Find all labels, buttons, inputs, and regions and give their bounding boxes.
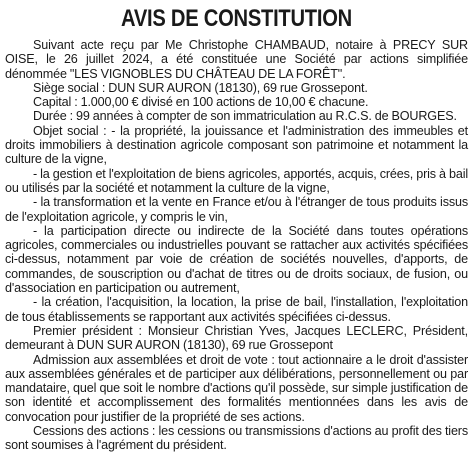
paragraph-first-president: Premier président : Monsieur Christian Yves, Jacques LECLERC, Président, demeurant à DUN SUR AURON (18130), 69 rue Grossepont: [5, 323, 468, 353]
paragraph-capital: Capital : 1.000,00 € divisé en 100 actions de 10,00 € chacune.: [33, 95, 369, 110]
notice-title: AVIS DE CONSTITUTION: [121, 5, 352, 32]
paragraph-share-transfers: Cessions des actions : les cessions ou transmissions d'actions au profit des tiers sont soumises à l'agrément du président.: [5, 424, 468, 453]
paragraph-purpose-participation: - la participation directe ou indirecte de la Société dans toutes opérations agricoles, commerciales ou industrielles pouvant se rattacher aux activités spécifiées ci-dessus, notamment par voie de création de sociétés nouvelles, d'apports, de commandes, de souscription ou d'achat de titres ou de droits sociaux, de fusion, ou d'association en participation ou autrement,: [5, 223, 468, 296]
notice-body: [5, 38, 468, 453]
paragraph-registered-office: Siège social : DUN SUR AURON (18130), 69 rue Grossepont.: [33, 80, 368, 95]
paragraph-admission-voting: Admission aux assemblées et droit de vote : tout actionnaire a le droit d'assister aux assemblées générales et de participer aux délibérations, personnellement ou par mandataire, quel que soit le nombre d'actions qu'il possède, sur simple justification de son identité et accomplissement des formalités mentionnées dans les avis de convocation pour justifier de la propriété de ses actions.: [5, 352, 468, 424]
paragraph-purpose-creation: - la création, l'acquisition, la location, la prise de bail, l'installation, l'exploitation de tous établissements se rapportant aux activités spécifiées ci-dessus.: [5, 295, 468, 324]
paragraph-purpose-transformation: - la transformation et la vente en France et/ou à l'étranger de tous produits issus de l'exploitation agricole, y compris le vin,: [5, 195, 468, 224]
paragraph-purpose-management: - la gestion et l'exploitation de biens agricoles, apportés, acquis, crées, pris à bail ou utilisés par la société et notamment la culture de la vigne,: [5, 166, 468, 195]
paragraph-deed: Suivant acte reçu par Me Christophe CHAMBAUD, notaire à PRECY SUR OISE, le 26 juillet 2024, a été constituée une Société par actions simplifiée dénommée "LES VIGNOBLES DU CHÂTEAU DE LA FORÊT".: [5, 38, 468, 81]
paragraph-corporate-purpose: Objet social : - la propriété, la jouissance et l'administration des immeubles et droits immobiliers à destination agricole composant son patrimoine et notamment la culture de la vigne,: [5, 123, 468, 167]
paragraph-duration: Durée : 99 années à compter de son immatriculation au R.C.S. de BOURGES.: [33, 109, 457, 124]
